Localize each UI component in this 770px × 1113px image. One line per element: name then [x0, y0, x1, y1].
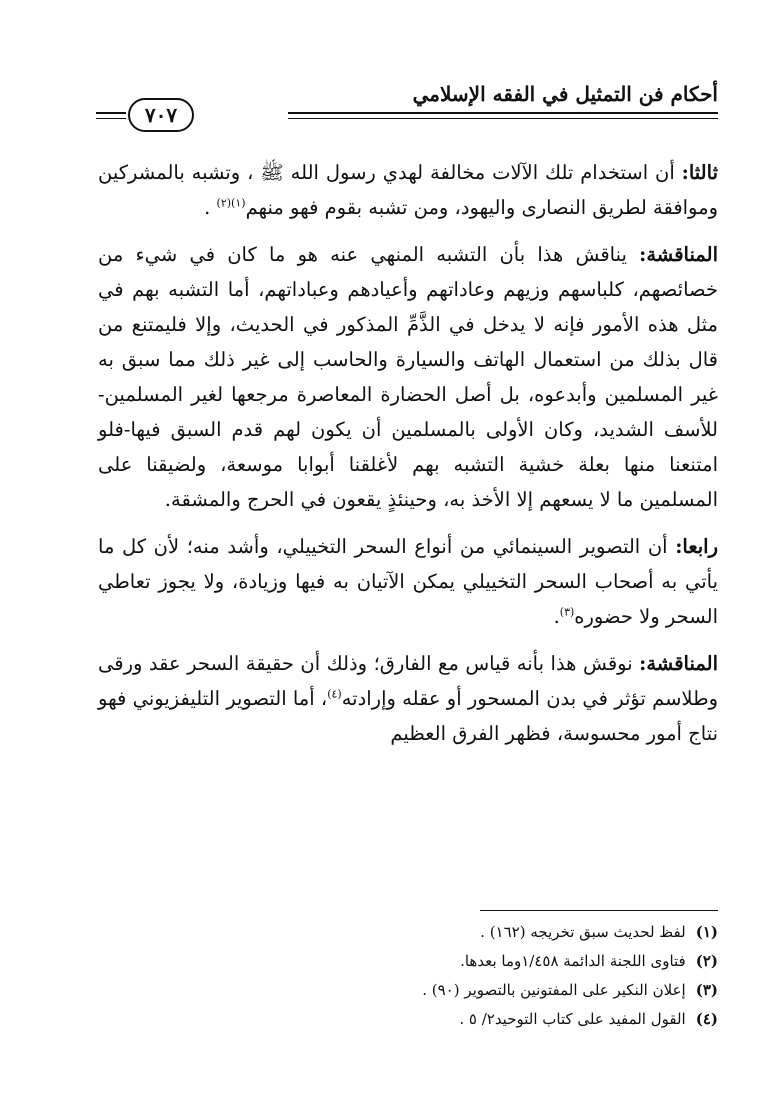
paragraph-lead: المناقشة: [639, 652, 718, 675]
paragraph-tail: . [553, 605, 560, 628]
footnote [98, 976, 718, 1005]
footnote-number: (٣) [695, 981, 718, 999]
paragraph-lead: المناقشة: [639, 243, 718, 266]
main-text [98, 155, 718, 763]
paragraph-text: أن التصوير السينمائي من أنواع السحر التخييلي، وأشد منه؛ لأن كل ما يأتي به أصحاب السحر التخييلي يمكن الآتيان به فيها وزيادة، ولا يجوز تعاطي السحر ولا حضوره [98, 535, 718, 628]
paragraph-text: يناقش هذا بأن التشبه المنهي عنه هو ما كان في شيء من خصائصهم، كلباسهم وزيهم وعاداتهم وأعيادهم وعباداتهم، أما التشبه بهم في مثل هذه الأمور فإنه لا يدخل في الذَّمِّ المذكور في الحديث، وإلا فليمتنع من قال بذلك من استعمال الهاتف والسيارة والحاسب إلى غير ذلك مما سبق به غير المسلمين وأبدعوه، بل أصل الحضارة المعاصرة مرجعها لغير المسلمين-للأسف الشديد، وكان الأولى بالمسلمين أن يكون لهم قدم السبق فيها-فلو امتنعنا منها بعلة خشية التشبه بهم لأغلقنا أبوابا موسعة، ولضيقنا على المسلمين ما لا يسعهم إلا الأخذ به، وحينئذٍ يقعون في الحرج والمشقة. [98, 243, 718, 511]
paragraph [98, 155, 718, 225]
paragraph-tail: ، أما التصوير التليفزيوني فهو نتاج أمور محسوسة، فظهر الفرق العظيم [98, 687, 718, 745]
footnote-number: (٢) [695, 952, 718, 970]
header-rule-thin [288, 118, 718, 119]
paragraph-text: أن استخدام تلك الآلات مخالفة لهدي رسول الله ﷺ ، وتشبه بالمشركين وموافقة لطريق النصارى واليهود، ومن تشبه بقوم فهو منهم [98, 161, 718, 219]
footnote-text: إعلان النكير على المفتونين بالتصوير (٩٠) . [422, 981, 686, 999]
page-number: ٧٠٧ [128, 98, 194, 132]
footnote-marker: (٤) [327, 687, 342, 701]
paragraph-text: نوقش هذا بأنه قياس مع الفارق؛ وذلك أن حقيقة السحر عقد ورقى وطلاسم تؤثر في بدن المسحور أو عقله وإرادته [98, 652, 719, 710]
footnotes [98, 918, 718, 1034]
footnote-text: القول المفيد على كتاب التوحيد٢/ ٥ . [459, 1010, 686, 1028]
running-title: أحكام فن التمثيل في الفقه الإسلامي [412, 82, 718, 106]
paragraph [98, 646, 718, 751]
page-header [96, 68, 718, 128]
footnote-number: (١) [695, 923, 718, 941]
paragraph-lead: ثالثا: [681, 161, 718, 184]
footnote [98, 918, 718, 947]
footnote [98, 947, 718, 976]
footnote-marker: (٣) [559, 605, 575, 619]
footnote-text: لفظ لحديث سبق تخريجه (١٦٢) . [480, 923, 686, 941]
footnote-number: (٤) [695, 1010, 718, 1028]
footnote-text: فتاوى اللجنة الدائمة ١/٤٥٨وما بعدها. [460, 952, 686, 970]
footnote-separator [480, 910, 718, 911]
footnote [98, 1005, 718, 1034]
paragraph [98, 529, 718, 634]
header-rule [288, 112, 718, 114]
header-rule-left [96, 112, 126, 114]
paragraph-lead: رابعا: [675, 535, 718, 558]
paragraph-tail: . [204, 196, 217, 219]
header-rule-left-thin [96, 118, 126, 119]
paragraph [98, 237, 718, 517]
footnote-marker: (١)(٢) [216, 196, 246, 210]
